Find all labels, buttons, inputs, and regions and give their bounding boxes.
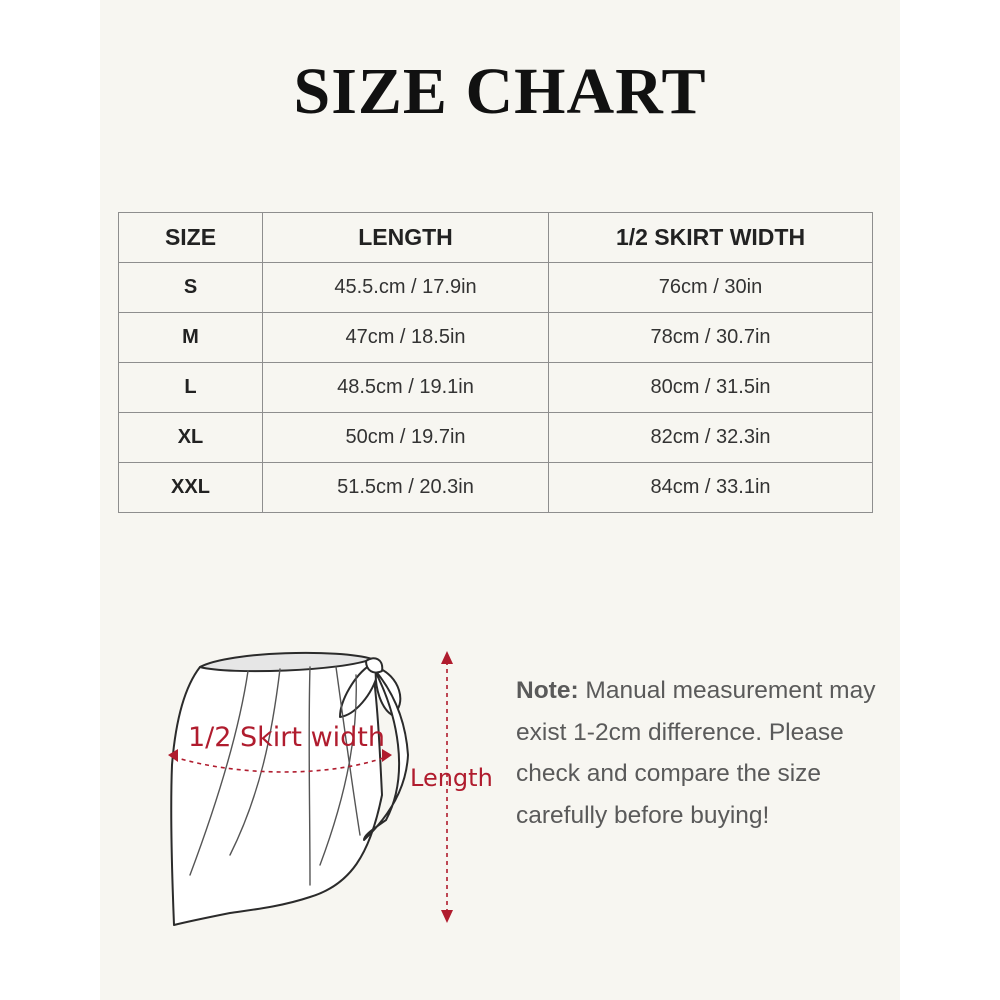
cell-length: 48.5cm / 19.1in: [263, 363, 549, 413]
cell-width: 82cm / 32.3in: [549, 413, 873, 463]
table-row: [119, 413, 873, 463]
cell-length: 51.5cm / 20.3in: [263, 463, 549, 513]
width-label: 1/2 Skirt width: [188, 722, 386, 753]
cell-width: 80cm / 31.5in: [549, 363, 873, 413]
note-block: [516, 670, 896, 836]
cell-size: XXL: [119, 463, 263, 513]
header-size: SIZE: [119, 213, 263, 263]
cell-length: 47cm / 18.5in: [263, 313, 549, 363]
table-header-row: [119, 213, 873, 263]
cell-size: L: [119, 363, 263, 413]
length-label: Length: [410, 764, 493, 792]
table-row: [119, 263, 873, 313]
cell-size: XL: [119, 413, 263, 463]
cell-width: 76cm / 30in: [549, 263, 873, 313]
note-text: Manual measurement may exist 1-2cm difference. Please check and compare the size carefully before buying!: [516, 677, 876, 829]
length-arrow-bottom: [441, 910, 453, 923]
cell-size: S: [119, 263, 263, 313]
header-width: 1/2 SKIRT WIDTH: [549, 213, 873, 263]
drape-line: [309, 667, 310, 885]
cell-length: 45.5.cm / 17.9in: [263, 263, 549, 313]
page-title: SIZE CHART: [293, 55, 707, 128]
size-table: [118, 212, 873, 513]
bow-knot: [366, 658, 382, 672]
header-length: LENGTH: [263, 213, 549, 263]
length-arrow-top: [441, 651, 453, 664]
cell-width: 84cm / 33.1in: [549, 463, 873, 513]
cell-width: 78cm / 30.7in: [549, 313, 873, 363]
note-heading: Note:: [516, 677, 579, 704]
cell-size: M: [119, 313, 263, 363]
table-row: [119, 363, 873, 413]
table-row: [119, 463, 873, 513]
cell-length: 50cm / 19.7in: [263, 413, 549, 463]
table-row: [119, 313, 873, 363]
